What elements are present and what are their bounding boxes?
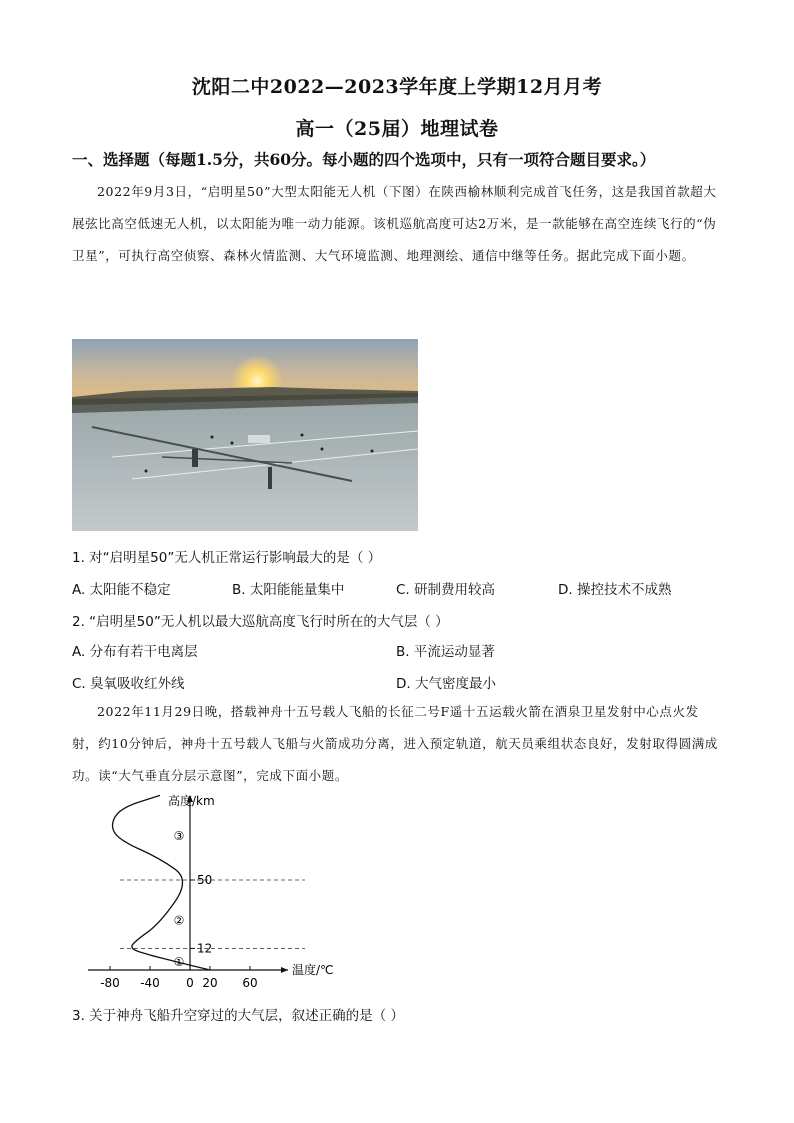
q1-option-b[interactable]: B. 太阳能能量集中 bbox=[232, 582, 345, 598]
section-heading: 一、选择题（每题1.5分，共60分。每小题的四个选项中，只有一项符合题目要求。） bbox=[72, 150, 656, 169]
atmosphere-layer-chart bbox=[80, 785, 350, 995]
q1-option-c[interactable]: C. 研制费用较高 bbox=[396, 582, 496, 598]
layer-label-3: ③ bbox=[173, 829, 185, 843]
y-tick-label-0: 12 bbox=[197, 941, 213, 956]
passage-2: 2022年11月29日晚，搭载神舟十五号载人飞船的长征二号F遥十五运载火箭在酒泉卫星发射中心点火发射，约10分钟后，神舟十五号载人飞船与火箭成功分离，进入预定轨道，航天员乘组状态良好，发射取得圆满成功。读“大气垂直分层示意图”，完成下面小题。 bbox=[72, 704, 718, 783]
y-tick-label-1: 50 bbox=[197, 873, 213, 887]
temperature-curve bbox=[113, 795, 211, 970]
x-axis-arrow bbox=[281, 967, 288, 973]
x-tick-label-3: 20 bbox=[202, 976, 218, 990]
layer-label-2: ② bbox=[173, 913, 185, 928]
question-1-stem: 1. 对“启明星50”无人机正常运行影响最大的是（ ） bbox=[72, 550, 382, 566]
x-axis-label: 温度/℃ bbox=[292, 963, 334, 977]
x-tick-label-1: -40 bbox=[140, 976, 160, 990]
solar-drone-photo bbox=[72, 339, 418, 531]
page-title: 沈阳二中2022—2023学年度上学期12月月考 bbox=[191, 76, 603, 98]
atmosphere-chart-svg bbox=[80, 785, 350, 995]
x-tick-label-2: 0 bbox=[186, 976, 194, 990]
x-tick-label-4: 60 bbox=[242, 976, 258, 990]
page-subtitle: 高一（25届）地理试卷 bbox=[295, 118, 499, 140]
layer-label-1: ① bbox=[173, 955, 185, 969]
solar-drone-image bbox=[72, 339, 418, 531]
q2-option-b[interactable]: B. 平流运动显著 bbox=[396, 644, 495, 660]
x-tick-label-0: -80 bbox=[100, 976, 120, 990]
y-axis-label: 高度/km bbox=[168, 794, 215, 808]
q1-option-a[interactable]: A. 太阳能不稳定 bbox=[72, 582, 171, 598]
question-3-stem: 3. 关于神舟飞船升空穿过的大气层，叙述正确的是（ ） bbox=[72, 1008, 404, 1024]
q2-option-a[interactable]: A. 分布有若干电离层 bbox=[72, 644, 198, 660]
passage-1: 2022年9月3日，“启明星50”大型太阳能无人机（下图）在陕西榆林顺利完成首飞任务，这是我国首款超大展弦比高空低速无人机，以太阳能为唯一动力能源。该机巡航高度可达2万米，是一款能够在高空连续飞行的“伪卫星”，可执行高空侦察、森林火情监测、大气环境监测、地理测绘、通信中继等任务。据此完成下面小题。 bbox=[72, 184, 717, 263]
q2-option-c[interactable]: C. 臭氧吸收红外线 bbox=[72, 676, 185, 692]
q2-option-d[interactable]: D. 大气密度最小 bbox=[396, 676, 496, 692]
q1-option-d[interactable]: D. 操控技术不成熟 bbox=[558, 582, 672, 598]
question-2-stem: 2. “启明星50”无人机以最大巡航高度飞行时所在的大气层（ ） bbox=[72, 614, 449, 630]
